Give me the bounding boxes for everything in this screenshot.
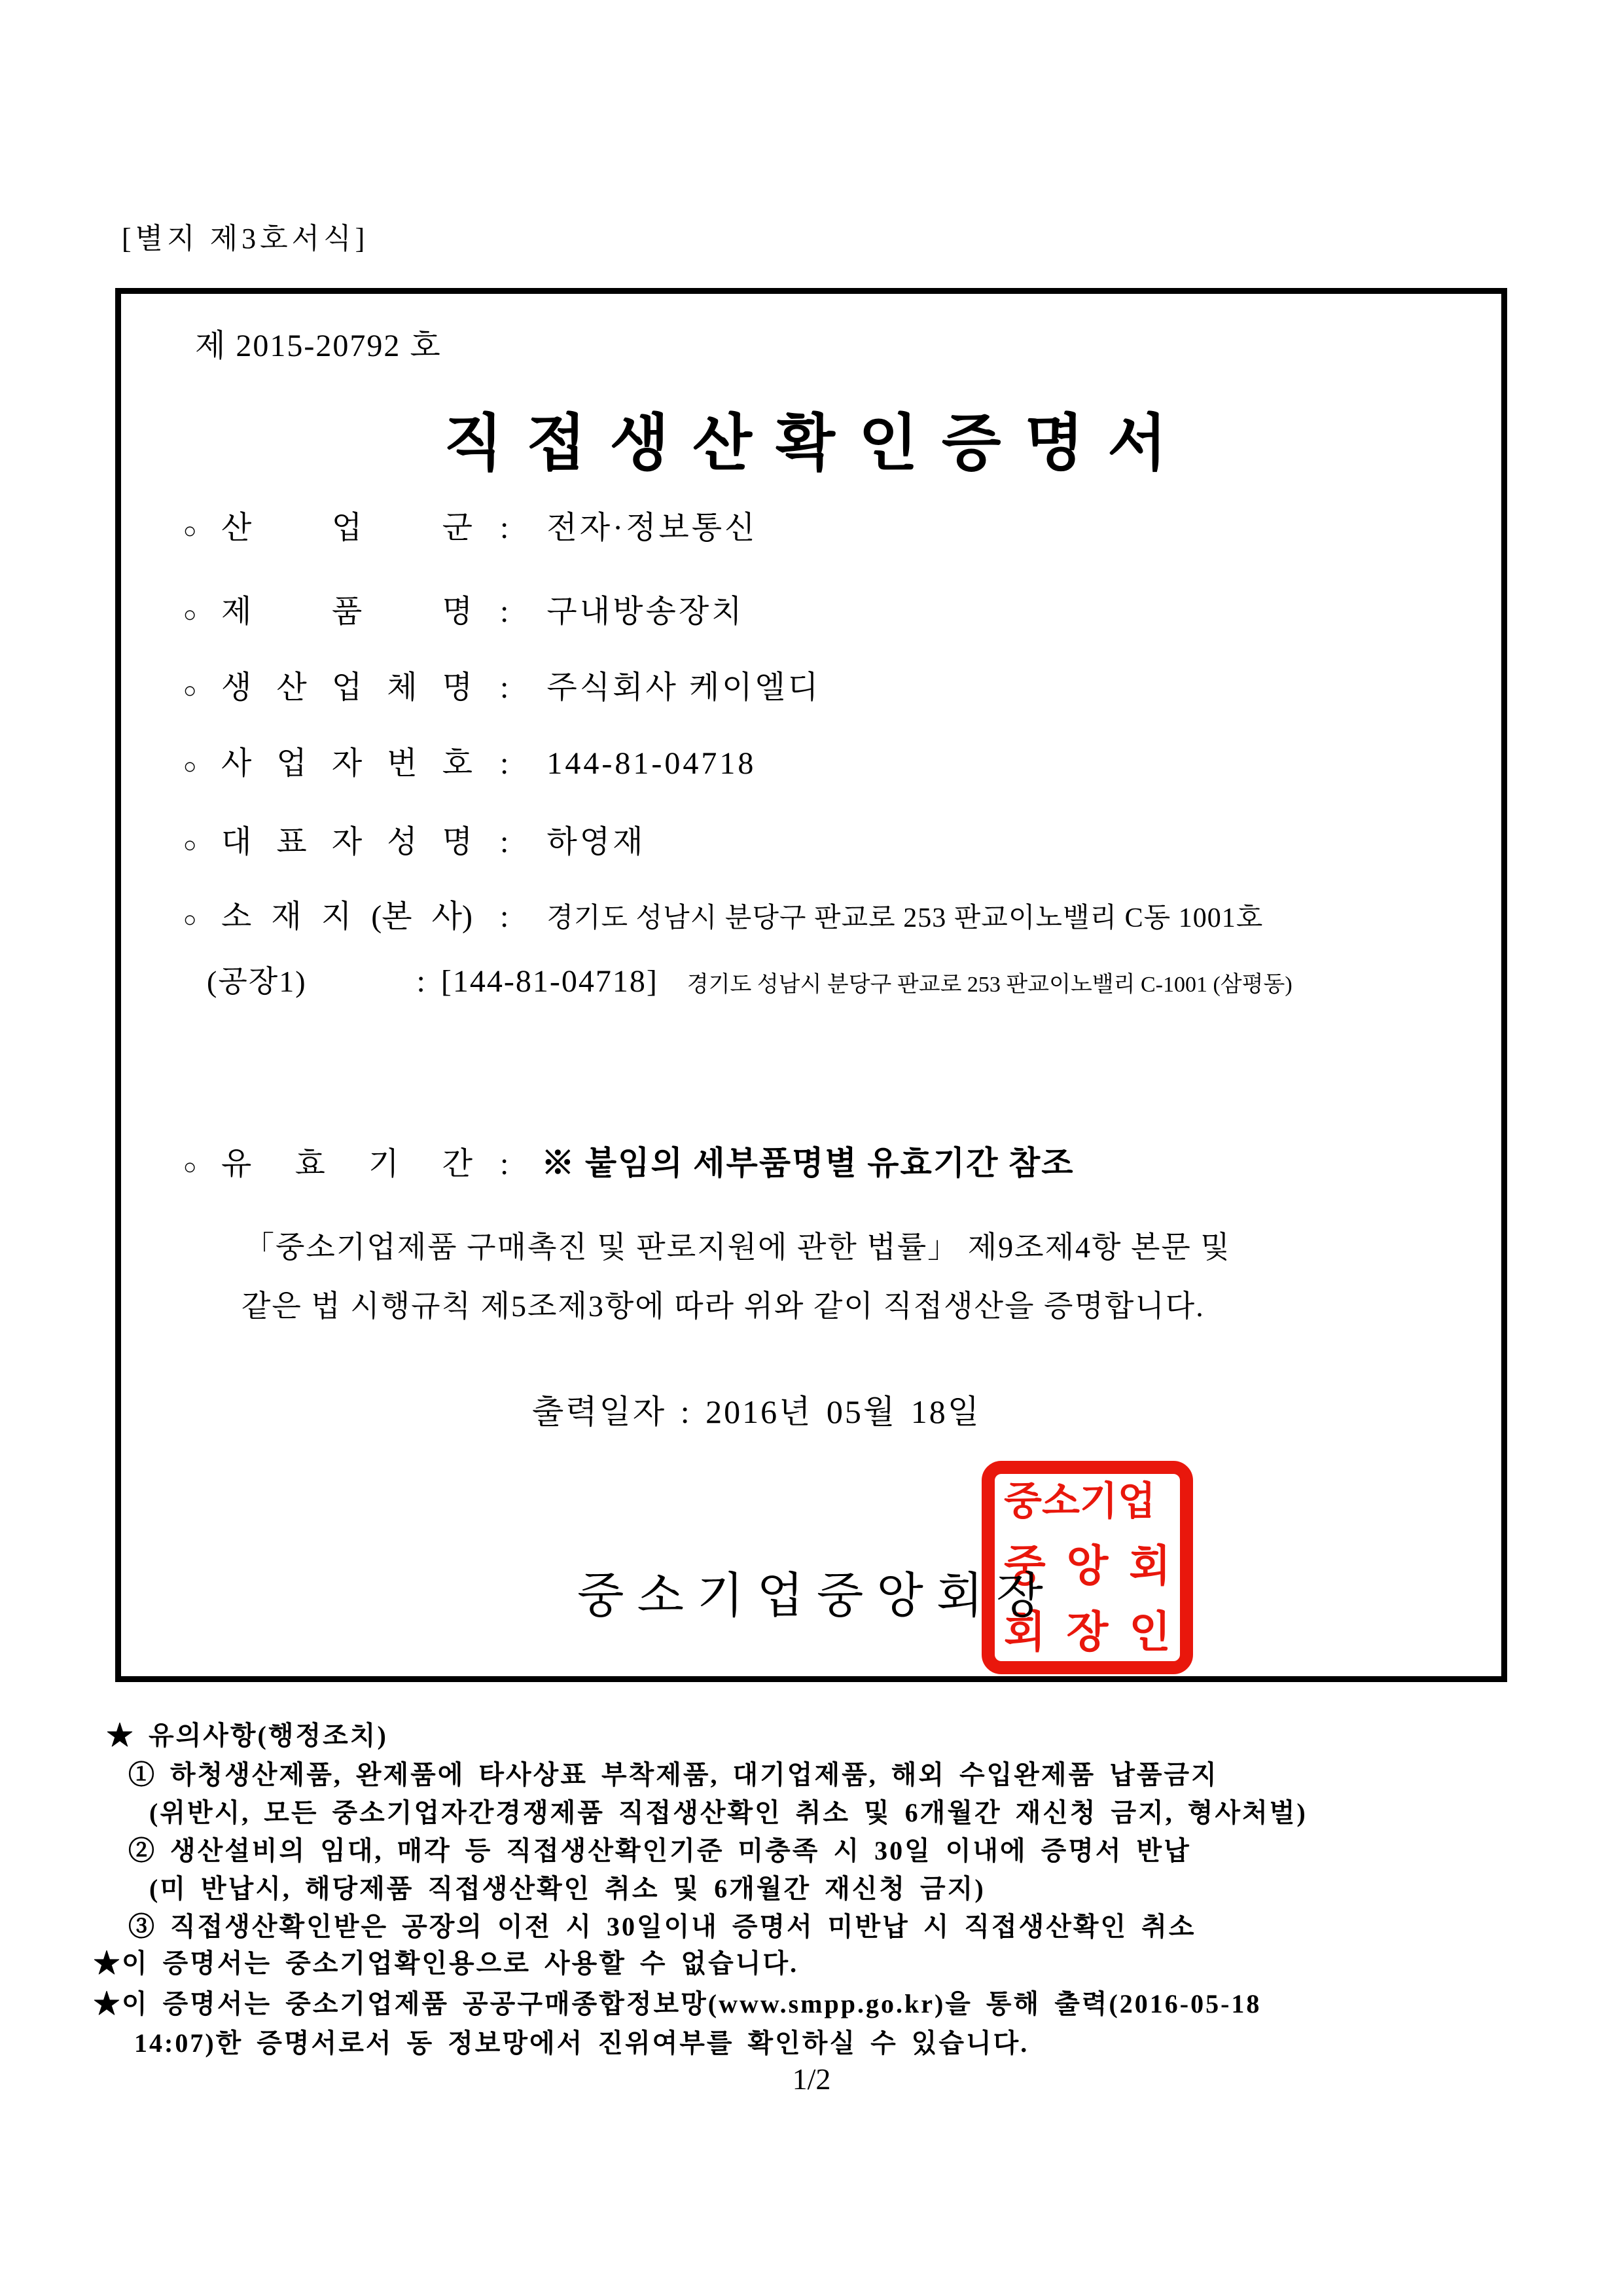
field-label: 소 재 지 (본 사) xyxy=(221,899,473,934)
field-colon: : xyxy=(500,899,509,934)
circle-bullet-icon: ○ xyxy=(183,1155,197,1179)
field-label: 사 업 자 번 호 xyxy=(221,746,473,781)
page-number: 1/2 xyxy=(792,2062,831,2096)
print-date: 출력일자 : 2016년 05월 18일 xyxy=(532,1393,981,1430)
circle-bullet-icon: ○ xyxy=(183,679,197,703)
field-label: 대 표 자 성 명 xyxy=(221,825,473,859)
seal-row: 중소기업 xyxy=(1004,1479,1156,1523)
certificate-box xyxy=(115,288,1507,1682)
seal-row: 회 장 인 xyxy=(1004,1607,1171,1656)
note-heading: ★ 유의사항(행정조치) xyxy=(107,1721,388,1750)
field-row-factory1 xyxy=(207,958,1293,1001)
field-value: ※ 붙임의 세부품명별 유효기간 참조 xyxy=(541,1145,1075,1181)
field-label: 제 품 명 xyxy=(221,594,473,629)
doc-number: 제 2015-20792 호 xyxy=(195,329,442,363)
field-colon: : xyxy=(500,594,509,629)
field-colon: : xyxy=(500,746,509,781)
field-value: 경기도 성남시 분당구 판교로 253 판교이노밸리 C동 1001호 xyxy=(546,903,1264,933)
legal-text-line1: 「중소기업제품 구매촉진 및 판로지원에 관한 법률」 제9조제4항 본문 및 xyxy=(244,1230,1231,1264)
field-value: 구내방송장치 xyxy=(546,594,745,629)
field-colon: : xyxy=(500,511,509,545)
note-star1: ★이 증명서는 중소기업확인용으로 사용할 수 없습니다. xyxy=(94,1948,799,1978)
circle-bullet-icon: ○ xyxy=(183,519,197,543)
circle-bullet-icon: ○ xyxy=(183,603,197,627)
factory-address: 경기도 성남시 분당구 판교로 253 판교이노밸리 C-1001 (삼평동) xyxy=(687,973,1293,997)
field-value: 주식회사 케이엘디 xyxy=(546,670,821,705)
field-value: 전자·정보통신 xyxy=(546,511,758,545)
circle-bullet-icon: ○ xyxy=(183,908,197,932)
field-colon: : xyxy=(500,1147,509,1181)
field-row-industry xyxy=(183,502,758,547)
note-item2: ② 생산설비의 임대, 매각 등 직접생산확인기준 미충족 시 30일 이내에 증명서 반납 xyxy=(128,1836,1191,1865)
note-item3: ③ 직접생산확인받은 공장의 이전 시 30일이내 증명서 미반납 시 직접생산확인 취소 xyxy=(128,1912,1196,1941)
field-row-business-number xyxy=(183,738,756,783)
note-item1: ① 하청생산제품, 완제품에 타사상표 부착제품, 대기업제품, 해외 수입완제품 납품금지 xyxy=(128,1760,1219,1789)
certificate-title: 직접생산확인증명서 xyxy=(443,410,1191,478)
field-colon: : xyxy=(500,670,509,705)
field-colon: : xyxy=(416,964,425,999)
factory-label: (공장1) xyxy=(207,965,307,998)
field-row-address-hq xyxy=(183,891,1263,936)
field-value: 144-81-04718 xyxy=(546,746,757,781)
note-star2-line2: 14:07)한 증명서로서 동 정보망에서 진위여부를 확인하실 수 있습니다. xyxy=(134,2028,1029,2058)
circle-bullet-icon: ○ xyxy=(183,833,197,857)
note-star2-line1: ★이 증명서는 중소기업제품 공공구매종합정보망(www.smpp.go.kr)을 통해 출력(2016-05-18 xyxy=(94,1989,1262,2018)
field-row-validity xyxy=(183,1137,1075,1184)
form-label: [별지 제3호서식] xyxy=(122,223,369,255)
field-label: 유 효 기 간 xyxy=(221,1147,473,1181)
note-item2-sub: (미 반납시, 해당제품 직접생산확인 취소 및 6개월간 재신청 금지) xyxy=(149,1874,986,1903)
seal-row: 중 앙 회 xyxy=(1004,1541,1171,1590)
field-row-company xyxy=(183,662,821,707)
issuer-title: 중소기업중앙회장 xyxy=(577,1570,1056,1623)
field-colon: : xyxy=(500,825,509,859)
factory-code: [144-81-04718] xyxy=(440,964,658,999)
field-value: 하영재 xyxy=(546,825,646,859)
circle-bullet-icon: ○ xyxy=(183,755,197,779)
field-label: 생 산 업 체 명 xyxy=(221,670,473,705)
field-label: 산 업 군 xyxy=(221,511,473,545)
note-item1-sub: (위반시, 모든 중소기업자간경쟁제품 직접생산확인 취소 및 6개월간 재신청 금지, 형사처벌) xyxy=(149,1798,1308,1827)
legal-text-line2: 같은 법 시행규칙 제5조제3항에 따라 위와 같이 직접생산을 증명합니다. xyxy=(241,1289,1205,1323)
field-row-product xyxy=(183,586,745,631)
field-row-ceo xyxy=(183,816,645,861)
